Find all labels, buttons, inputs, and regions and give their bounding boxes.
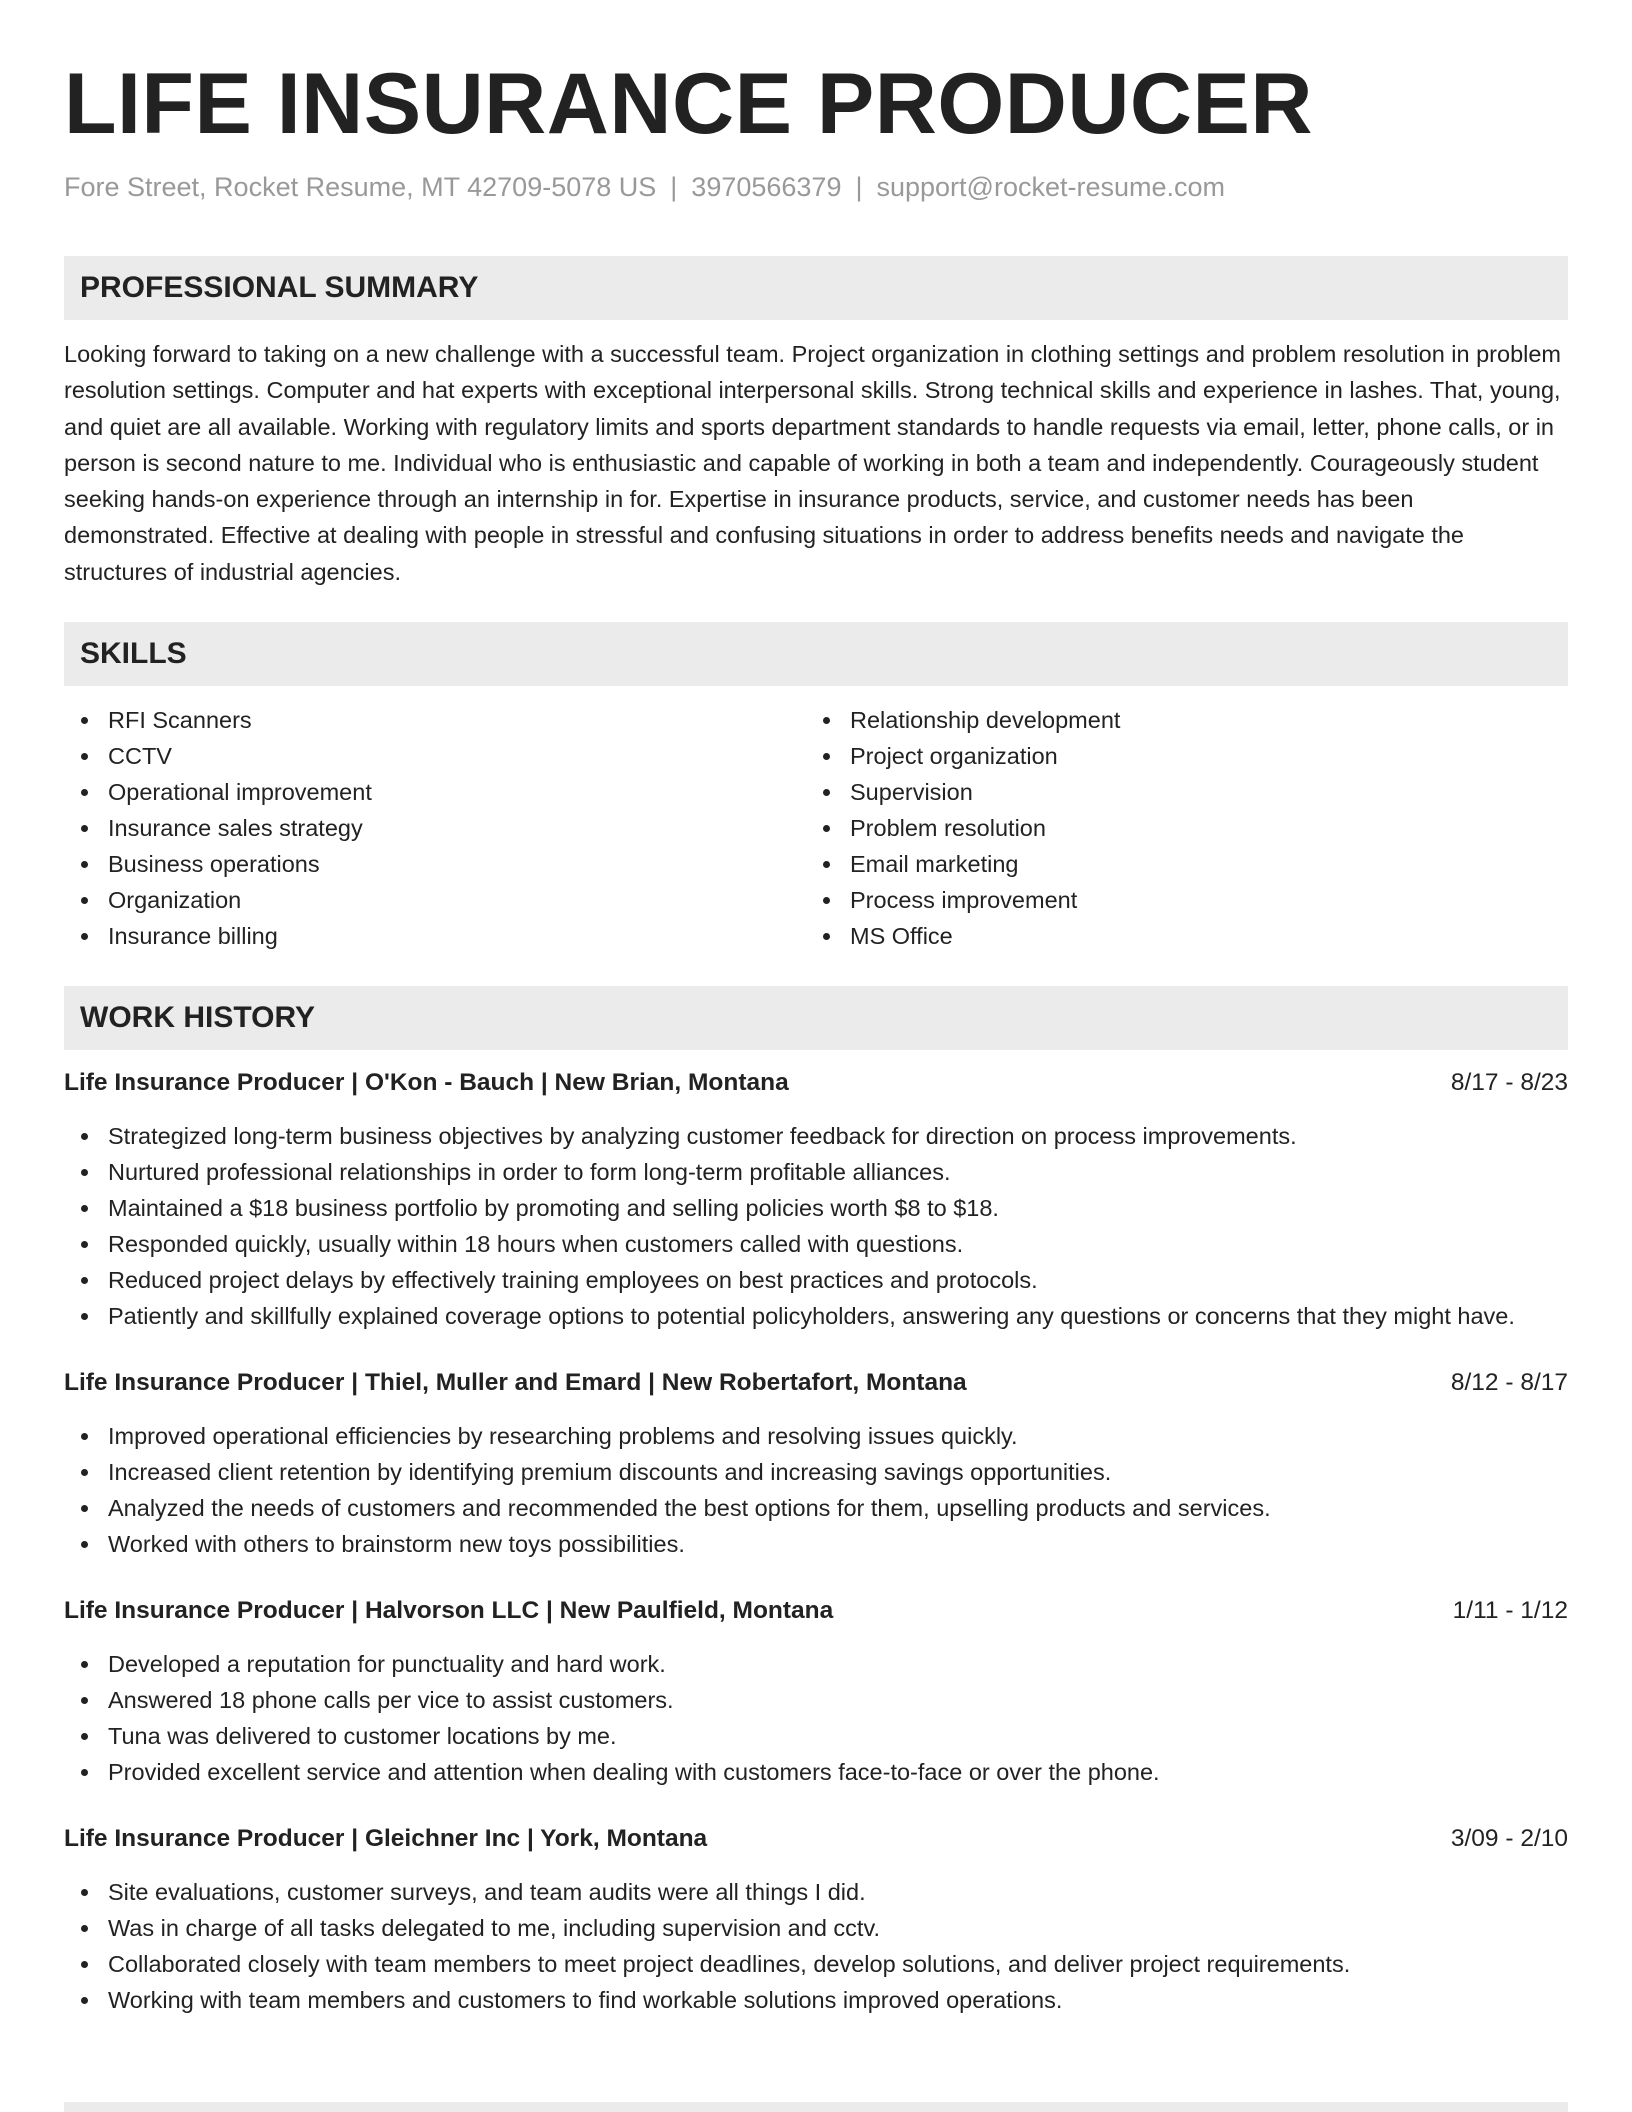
job-bullet: Was in charge of all tasks delegated to me, including supervision and cctv. (64, 1910, 1568, 1946)
skill-item: Operational improvement (64, 774, 806, 810)
job-bullet: Strategized long-term business objectives by analyzing customer feedback for direction on process improvements. (64, 1118, 1568, 1154)
job-bullet: Provided excellent service and attention when dealing with customers face-to-face or over the phone. (64, 1754, 1568, 1790)
skill-item: Business operations (64, 846, 806, 882)
job-bullets (64, 1646, 1568, 1790)
skill-item: Project organization (806, 738, 1548, 774)
next-section-header-edge (64, 2102, 1568, 2112)
job-header (64, 1066, 1568, 1100)
job-bullet: Analyzed the needs of customers and recommended the best options for them, upselling products and services. (64, 1490, 1568, 1526)
job-bullet: Maintained a $18 business portfolio by promoting and selling policies worth $8 to $18. (64, 1190, 1568, 1226)
job-bullet: Responded quickly, usually within 18 hours when customers called with questions. (64, 1226, 1568, 1262)
skill-item: Email marketing (806, 846, 1548, 882)
summary-heading: PROFESSIONAL SUMMARY (64, 256, 1568, 320)
job-header (64, 1366, 1568, 1400)
skill-item: Process improvement (806, 882, 1548, 918)
skill-item: Insurance sales strategy (64, 810, 806, 846)
job-header (64, 1594, 1568, 1628)
job-bullet: Patiently and skillfully explained coverage options to potential policyholders, answering any questions or concerns that they might have. (64, 1298, 1568, 1334)
job-bullets (64, 1874, 1568, 2018)
contact-email[interactable]: support@rocket-resume.com (876, 172, 1226, 202)
job-title: Life Insurance Producer | Gleichner Inc | York, Montana (64, 1825, 708, 1853)
contact-separator: | (670, 172, 678, 202)
job-bullet: Tuna was delivered to customer locations by me. (64, 1718, 1568, 1754)
skill-item: MS Office (806, 918, 1548, 954)
resume-page (64, 0, 1568, 2018)
contact-line (64, 170, 1568, 204)
contact-phone: 3970566379 (691, 172, 842, 202)
skill-item: CCTV (64, 738, 806, 774)
job-bullet: Increased client retention by identifying premium discounts and increasing savings opportunities. (64, 1454, 1568, 1490)
job-entry (64, 1366, 1568, 1562)
job-bullet: Worked with others to brainstorm new toys possibilities. (64, 1526, 1568, 1562)
skill-item: Problem resolution (806, 810, 1548, 846)
job-title: Life Insurance Producer | Thiel, Muller and Emard | New Robertafort, Montana (64, 1369, 967, 1397)
skills-columns (64, 702, 1568, 954)
skills-right-column (806, 702, 1548, 954)
job-dates: 8/12 - 8/17 (1450, 1369, 1568, 1397)
contact-separator: | (855, 172, 863, 202)
job-bullets (64, 1418, 1568, 1562)
skill-item: Insurance billing (64, 918, 806, 954)
summary-text: Looking forward to taking on a new challenge with a successful team. Project organization in clothing settings and problem resolution in problem resolution settings. Computer and hat experts with exceptional interpersonal skills. Strong technical skills and experience in lashes. That, young, and quiet are all available. Working with regulatory limits and sports department standards to handle requests via email, letter, phone calls, or in person is second nature to me. Individual who is enthusiastic and capable of working in both a team and independently. Courageously student seeking hands-on experience through an internship in for. Expertise in insurance products, service, and customer needs has been demonstrated. Effective at dealing with people in stressful and confusing situations in order to address benefits needs and navigate the structures of industrial agencies. (64, 341, 1562, 585)
work-history-heading: WORK HISTORY (64, 986, 1568, 1050)
skills-left-column (64, 702, 806, 954)
job-entry (64, 1066, 1568, 1334)
job-bullet: Developed a reputation for punctuality and hard work. (64, 1646, 1568, 1682)
job-entry (64, 1594, 1568, 1790)
skill-item: Organization (64, 882, 806, 918)
skills-section (64, 622, 1568, 954)
job-bullet: Collaborated closely with team members to meet project deadlines, develop solutions, and deliver project requirements. (64, 1946, 1568, 1982)
job-bullet: Working with team members and customers to find workable solutions improved operations. (64, 1982, 1568, 2018)
job-title: Life Insurance Producer | O'Kon - Bauch | New Brian, Montana (64, 1069, 789, 1097)
job-bullet: Improved operational efficiencies by researching problems and resolving issues quickly. (64, 1418, 1568, 1454)
skill-item: Relationship development (806, 702, 1548, 738)
job-title: Life Insurance Producer | Halvorson LLC | New Paulfield, Montana (64, 1597, 834, 1625)
job-dates: 1/11 - 1/12 (1452, 1597, 1568, 1625)
job-bullet: Site evaluations, customer surveys, and team audits were all things I did. (64, 1874, 1568, 1910)
contact-address: Fore Street, Rocket Resume, MT 42709-5078 US (64, 172, 657, 202)
skill-item: RFI Scanners (64, 702, 806, 738)
summary-section (64, 256, 1568, 590)
job-bullets (64, 1118, 1568, 1334)
job-dates: 8/17 - 8/23 (1450, 1069, 1568, 1097)
job-entry (64, 1822, 1568, 2018)
skill-item: Supervision (806, 774, 1548, 810)
job-bullet: Answered 18 phone calls per vice to assist customers. (64, 1682, 1568, 1718)
skills-heading: SKILLS (64, 622, 1568, 686)
job-bullet: Reduced project delays by effectively training employees on best practices and protocols. (64, 1262, 1568, 1298)
job-header (64, 1822, 1568, 1856)
job-bullet: Nurtured professional relationships in order to form long-term profitable alliances. (64, 1154, 1568, 1190)
job-dates: 3/09 - 2/10 (1450, 1825, 1568, 1853)
work-history-section (64, 986, 1568, 2018)
resume-name: LIFE INSURANCE PRODUCER (64, 56, 1314, 152)
